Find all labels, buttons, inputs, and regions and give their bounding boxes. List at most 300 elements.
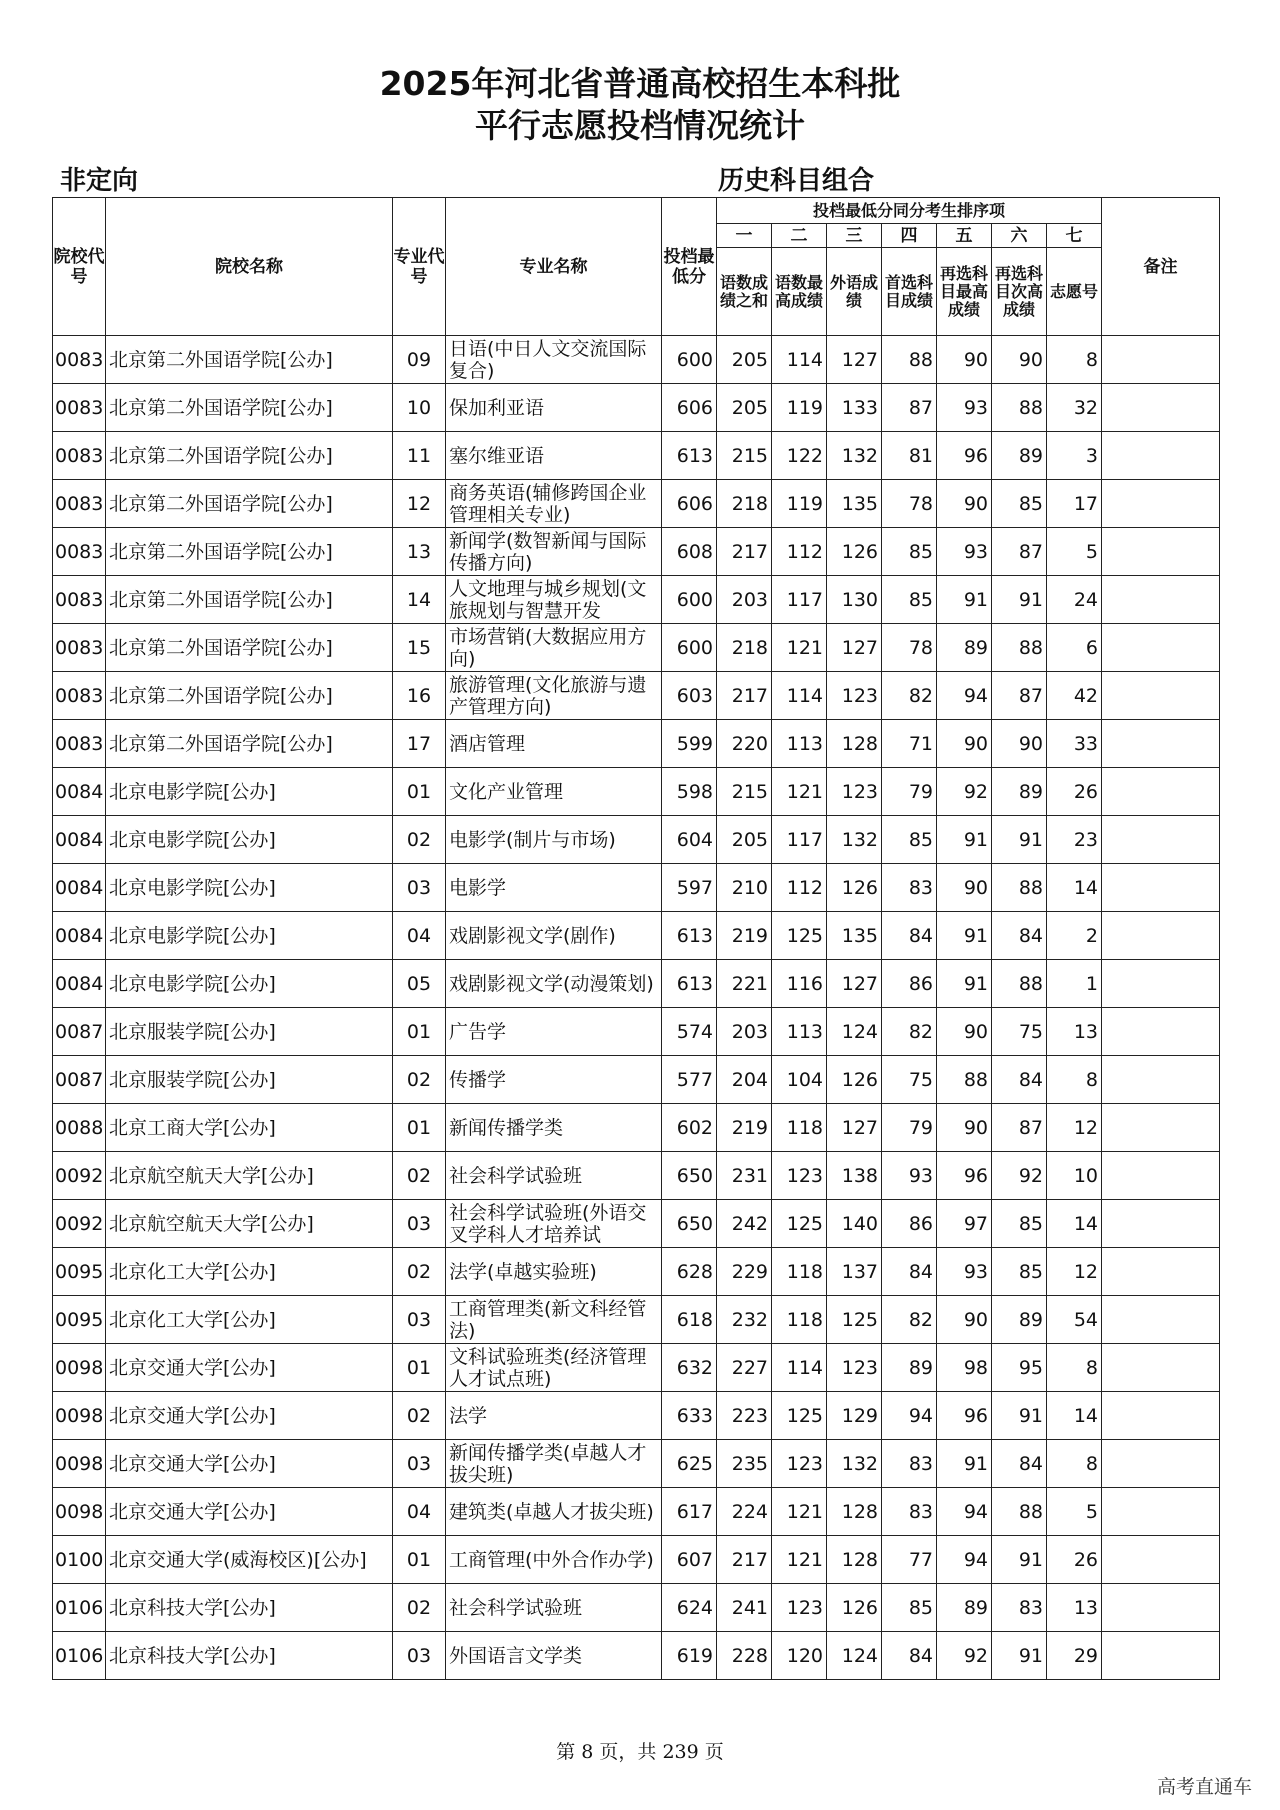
cell-rank-7: 12	[1047, 1104, 1102, 1152]
cell-rank-6: 88	[992, 864, 1047, 912]
cell-school-name: 北京化工大学[公办]	[106, 1248, 393, 1296]
header-school-code: 院校代号	[53, 198, 106, 336]
cell-rank-4: 79	[882, 1104, 937, 1152]
cell-rank-4: 85	[882, 576, 937, 624]
cell-school-code: 0083	[53, 384, 106, 432]
cell-major-code: 03	[393, 1200, 446, 1248]
cell-min-score: 617	[662, 1488, 717, 1536]
table-row	[53, 768, 1220, 816]
cell-rank-3: 132	[827, 432, 882, 480]
cell-school-name: 北京第二外国语学院[公办]	[106, 336, 393, 384]
cell-rank-2: 112	[772, 528, 827, 576]
cell-rank-5: 98	[937, 1344, 992, 1392]
cell-rank-6: 87	[992, 1104, 1047, 1152]
cell-rank-3: 126	[827, 1056, 882, 1104]
cell-school-name: 北京交通大学[公办]	[106, 1392, 393, 1440]
table-row	[53, 1008, 1220, 1056]
cell-major-code: 02	[393, 1392, 446, 1440]
cell-note	[1102, 336, 1220, 384]
cell-major-code: 02	[393, 1584, 446, 1632]
cell-rank-4: 86	[882, 1200, 937, 1248]
header-rank-item: 志愿号	[1047, 248, 1102, 336]
cell-rank-5: 91	[937, 576, 992, 624]
cell-rank-5: 92	[937, 1632, 992, 1680]
cell-min-score: 600	[662, 576, 717, 624]
cell-rank-3: 133	[827, 384, 882, 432]
table-row	[53, 336, 1220, 384]
cell-note	[1102, 480, 1220, 528]
cell-major-code: 02	[393, 1248, 446, 1296]
header-rank-item: 再选科目最高成绩	[937, 248, 992, 336]
cell-rank-3: 132	[827, 816, 882, 864]
cell-major-code: 10	[393, 384, 446, 432]
table-row	[53, 432, 1220, 480]
cell-school-name: 北京电影学院[公办]	[106, 864, 393, 912]
table-row	[53, 1488, 1220, 1536]
table-row	[53, 864, 1220, 912]
cell-min-score: 600	[662, 624, 717, 672]
cell-rank-1: 242	[717, 1200, 772, 1248]
cell-major-name: 塞尔维亚语	[446, 432, 662, 480]
cell-rank-5: 90	[937, 1104, 992, 1152]
cell-school-name: 北京交通大学(威海校区)[公办]	[106, 1536, 393, 1584]
cell-rank-6: 90	[992, 336, 1047, 384]
cell-rank-2: 122	[772, 432, 827, 480]
cell-major-name: 戏剧影视文学(剧作)	[446, 912, 662, 960]
cell-min-score: 613	[662, 960, 717, 1008]
cell-note	[1102, 624, 1220, 672]
cell-note	[1102, 1344, 1220, 1392]
cell-rank-3: 123	[827, 672, 882, 720]
cell-rank-5: 96	[937, 1152, 992, 1200]
cell-note	[1102, 1248, 1220, 1296]
cell-min-score: 625	[662, 1440, 717, 1488]
header-rank-item: 语数最高成绩	[772, 248, 827, 336]
cell-major-name: 传播学	[446, 1056, 662, 1104]
cell-major-name: 新闻传播学类(卓越人才拔尖班)	[446, 1440, 662, 1488]
cell-major-code: 03	[393, 1632, 446, 1680]
cell-min-score: 632	[662, 1344, 717, 1392]
header-rank-item: 首选科目成绩	[882, 248, 937, 336]
table-row	[53, 816, 1220, 864]
cell-school-code: 0092	[53, 1152, 106, 1200]
cell-rank-4: 89	[882, 1344, 937, 1392]
cell-rank-2: 118	[772, 1296, 827, 1344]
table-row	[53, 1152, 1220, 1200]
cell-rank-6: 91	[992, 816, 1047, 864]
cell-major-code: 01	[393, 1104, 446, 1152]
cell-major-code: 09	[393, 336, 446, 384]
cell-rank-1: 203	[717, 576, 772, 624]
title-line-1: 2025年河北省普通高校招生本科批	[379, 64, 901, 103]
cell-rank-7: 8	[1047, 336, 1102, 384]
cell-note	[1102, 432, 1220, 480]
cell-rank-7: 26	[1047, 768, 1102, 816]
table-row	[53, 1248, 1220, 1296]
cell-rank-5: 90	[937, 336, 992, 384]
cell-rank-1: 205	[717, 816, 772, 864]
table-row	[53, 1104, 1220, 1152]
cell-rank-2: 121	[772, 1536, 827, 1584]
cell-note	[1102, 1392, 1220, 1440]
cell-rank-4: 82	[882, 1296, 937, 1344]
cell-min-score: 597	[662, 864, 717, 912]
cell-min-score: 650	[662, 1200, 717, 1248]
table-row	[53, 1200, 1220, 1248]
cell-school-code: 0100	[53, 1536, 106, 1584]
cell-rank-5: 91	[937, 816, 992, 864]
cell-rank-2: 117	[772, 576, 827, 624]
cell-school-code: 0092	[53, 1200, 106, 1248]
cell-rank-1: 227	[717, 1344, 772, 1392]
cell-rank-6: 84	[992, 1056, 1047, 1104]
cell-rank-2: 118	[772, 1248, 827, 1296]
cell-rank-2: 121	[772, 768, 827, 816]
cell-school-code: 0083	[53, 480, 106, 528]
cell-rank-4: 94	[882, 1392, 937, 1440]
cell-rank-6: 91	[992, 576, 1047, 624]
cell-rank-1: 221	[717, 960, 772, 1008]
cell-major-code: 13	[393, 528, 446, 576]
cell-major-name: 外国语言文学类	[446, 1632, 662, 1680]
subject-combination-label: 历史科目组合	[718, 166, 875, 196]
cell-rank-7: 1	[1047, 960, 1102, 1008]
cell-major-name: 工商管理(中外合作办学)	[446, 1536, 662, 1584]
cell-rank-2: 123	[772, 1440, 827, 1488]
cell-rank-4: 88	[882, 336, 937, 384]
cell-rank-1: 204	[717, 1056, 772, 1104]
cell-rank-5: 90	[937, 480, 992, 528]
cell-major-code: 01	[393, 1344, 446, 1392]
cell-major-code: 02	[393, 1152, 446, 1200]
cell-rank-6: 95	[992, 1344, 1047, 1392]
cell-major-code: 04	[393, 1488, 446, 1536]
cell-min-score: 619	[662, 1632, 717, 1680]
table-row	[53, 1632, 1220, 1680]
cell-note	[1102, 768, 1220, 816]
table-row	[53, 1392, 1220, 1440]
cell-rank-7: 8	[1047, 1440, 1102, 1488]
cell-rank-5: 90	[937, 864, 992, 912]
cell-rank-5: 88	[937, 1056, 992, 1104]
cell-rank-3: 132	[827, 1440, 882, 1488]
cell-note	[1102, 1152, 1220, 1200]
cell-rank-5: 90	[937, 1008, 992, 1056]
cell-note	[1102, 384, 1220, 432]
cell-min-score: 574	[662, 1008, 717, 1056]
cell-rank-2: 119	[772, 384, 827, 432]
cell-rank-4: 78	[882, 624, 937, 672]
cell-rank-3: 138	[827, 1152, 882, 1200]
category-label: 非定向	[60, 166, 139, 196]
cell-min-score: 600	[662, 336, 717, 384]
table-row	[53, 384, 1220, 432]
cell-rank-7: 42	[1047, 672, 1102, 720]
cell-school-code: 0083	[53, 576, 106, 624]
cell-school-code: 0106	[53, 1584, 106, 1632]
cell-major-name: 新闻传播学类	[446, 1104, 662, 1152]
cell-min-score: 603	[662, 672, 717, 720]
cell-school-code: 0084	[53, 864, 106, 912]
cell-rank-1: 241	[717, 1584, 772, 1632]
cell-major-code: 17	[393, 720, 446, 768]
cell-school-code: 0098	[53, 1488, 106, 1536]
cell-rank-3: 135	[827, 480, 882, 528]
cell-rank-1: 218	[717, 624, 772, 672]
cell-rank-4: 85	[882, 816, 937, 864]
cell-rank-2: 123	[772, 1152, 827, 1200]
cell-rank-6: 88	[992, 624, 1047, 672]
cell-major-code: 11	[393, 432, 446, 480]
header-major-code: 专业代号	[393, 198, 446, 336]
header-rank-item: 再选科目次高成绩	[992, 248, 1047, 336]
cell-rank-1: 231	[717, 1152, 772, 1200]
table-row	[53, 672, 1220, 720]
table-row	[53, 576, 1220, 624]
cell-rank-7: 32	[1047, 384, 1102, 432]
cell-rank-7: 3	[1047, 432, 1102, 480]
cell-rank-5: 96	[937, 1392, 992, 1440]
cell-rank-3: 128	[827, 720, 882, 768]
cell-major-name: 文化产业管理	[446, 768, 662, 816]
cell-rank-6: 87	[992, 672, 1047, 720]
cell-rank-5: 91	[937, 912, 992, 960]
cell-major-code: 12	[393, 480, 446, 528]
cell-rank-3: 130	[827, 576, 882, 624]
cell-rank-1: 217	[717, 528, 772, 576]
cell-school-code: 0098	[53, 1440, 106, 1488]
cell-rank-3: 128	[827, 1536, 882, 1584]
cell-rank-6: 91	[992, 1632, 1047, 1680]
table-row	[53, 480, 1220, 528]
cell-rank-7: 24	[1047, 576, 1102, 624]
cell-school-code: 0106	[53, 1632, 106, 1680]
header-rank-number: 一	[717, 224, 772, 248]
table-row	[53, 1344, 1220, 1392]
cell-rank-4: 75	[882, 1056, 937, 1104]
cell-rank-3: 124	[827, 1008, 882, 1056]
cell-school-name: 北京电影学院[公办]	[106, 960, 393, 1008]
watermark: 高考直通车	[1156, 1776, 1252, 1798]
cell-major-name: 工商管理类(新文科经管法)	[446, 1296, 662, 1344]
cell-min-score: 633	[662, 1392, 717, 1440]
cell-min-score: 608	[662, 528, 717, 576]
cell-rank-1: 220	[717, 720, 772, 768]
cell-rank-3: 125	[827, 1296, 882, 1344]
cell-rank-3: 127	[827, 1104, 882, 1152]
cell-note	[1102, 1104, 1220, 1152]
cell-major-name: 新闻学(数智新闻与国际传播方向)	[446, 528, 662, 576]
cell-rank-5: 93	[937, 384, 992, 432]
cell-note	[1102, 864, 1220, 912]
cell-school-code: 0098	[53, 1392, 106, 1440]
cell-major-code: 01	[393, 1536, 446, 1584]
cell-rank-3: 137	[827, 1248, 882, 1296]
cell-school-name: 北京第二外国语学院[公办]	[106, 528, 393, 576]
cell-rank-6: 84	[992, 1440, 1047, 1488]
cell-min-score: 618	[662, 1296, 717, 1344]
header-rank-number: 六	[992, 224, 1047, 248]
cell-rank-6: 91	[992, 1392, 1047, 1440]
cell-school-name: 北京电影学院[公办]	[106, 912, 393, 960]
cell-rank-7: 13	[1047, 1584, 1102, 1632]
cell-rank-1: 229	[717, 1248, 772, 1296]
cell-school-name: 北京电影学院[公办]	[106, 768, 393, 816]
header-note: 备注	[1102, 198, 1220, 336]
cell-major-name: 保加利亚语	[446, 384, 662, 432]
cell-rank-4: 84	[882, 1248, 937, 1296]
cell-school-name: 北京化工大学[公办]	[106, 1296, 393, 1344]
cell-rank-1: 210	[717, 864, 772, 912]
cell-rank-6: 91	[992, 1536, 1047, 1584]
cell-major-name: 市场营销(大数据应用方向)	[446, 624, 662, 672]
cell-major-name: 社会科学试验班	[446, 1584, 662, 1632]
cell-rank-3: 126	[827, 1584, 882, 1632]
cell-rank-4: 85	[882, 528, 937, 576]
cell-rank-6: 88	[992, 384, 1047, 432]
cell-min-score: 613	[662, 432, 717, 480]
cell-school-name: 北京服装学院[公办]	[106, 1056, 393, 1104]
cell-major-code: 03	[393, 1440, 446, 1488]
header-rank-number: 四	[882, 224, 937, 248]
cell-min-score: 606	[662, 480, 717, 528]
cell-school-name: 北京服装学院[公办]	[106, 1008, 393, 1056]
cell-rank-7: 2	[1047, 912, 1102, 960]
cell-rank-6: 85	[992, 1200, 1047, 1248]
cell-rank-1: 228	[717, 1632, 772, 1680]
cell-rank-7: 14	[1047, 864, 1102, 912]
cell-school-code: 0083	[53, 432, 106, 480]
title-line-2: 平行志愿投档情况统计	[475, 106, 805, 145]
cell-rank-7: 23	[1047, 816, 1102, 864]
cell-rank-5: 94	[937, 672, 992, 720]
cell-school-code: 0095	[53, 1248, 106, 1296]
page-number: 第 8 页，共 239 页	[556, 1741, 724, 1763]
cell-rank-4: 78	[882, 480, 937, 528]
cell-rank-6: 85	[992, 1248, 1047, 1296]
header-rank-number: 七	[1047, 224, 1102, 248]
cell-school-name: 北京第二外国语学院[公办]	[106, 720, 393, 768]
cell-major-name: 电影学	[446, 864, 662, 912]
cell-note	[1102, 1632, 1220, 1680]
cell-rank-1: 205	[717, 384, 772, 432]
cell-rank-2: 117	[772, 816, 827, 864]
cell-major-name: 人文地理与城乡规划(文旅规划与智慧开发	[446, 576, 662, 624]
cell-rank-4: 86	[882, 960, 937, 1008]
cell-rank-5: 92	[937, 768, 992, 816]
cell-note	[1102, 912, 1220, 960]
cell-school-code: 0088	[53, 1104, 106, 1152]
cell-rank-6: 85	[992, 480, 1047, 528]
cell-rank-4: 83	[882, 1488, 937, 1536]
cell-school-name: 北京第二外国语学院[公办]	[106, 576, 393, 624]
cell-school-name: 北京航空航天大学[公办]	[106, 1200, 393, 1248]
cell-major-name: 社会科学试验班(外语交叉学科人才培养试	[446, 1200, 662, 1248]
cell-rank-4: 85	[882, 1584, 937, 1632]
cell-major-code: 04	[393, 912, 446, 960]
cell-major-name: 社会科学试验班	[446, 1152, 662, 1200]
cell-major-name: 戏剧影视文学(动漫策划)	[446, 960, 662, 1008]
table-row	[53, 912, 1220, 960]
cell-rank-5: 90	[937, 720, 992, 768]
cell-note	[1102, 1488, 1220, 1536]
cell-major-name: 电影学(制片与市场)	[446, 816, 662, 864]
cell-min-score: 607	[662, 1536, 717, 1584]
cell-rank-3: 126	[827, 528, 882, 576]
cell-rank-2: 118	[772, 1104, 827, 1152]
header-school-name: 院校名称	[106, 198, 393, 336]
cell-rank-1: 223	[717, 1392, 772, 1440]
cell-note	[1102, 720, 1220, 768]
cell-rank-5: 94	[937, 1536, 992, 1584]
table-row	[53, 1056, 1220, 1104]
cell-rank-4: 83	[882, 1440, 937, 1488]
cell-major-name: 法学	[446, 1392, 662, 1440]
cell-rank-7: 5	[1047, 528, 1102, 576]
cell-rank-6: 87	[992, 528, 1047, 576]
cell-rank-5: 94	[937, 1488, 992, 1536]
cell-note	[1102, 1056, 1220, 1104]
cell-rank-7: 54	[1047, 1296, 1102, 1344]
header-rank-number: 五	[937, 224, 992, 248]
cell-rank-2: 116	[772, 960, 827, 1008]
table-row	[53, 1440, 1220, 1488]
cell-school-name: 北京第二外国语学院[公办]	[106, 384, 393, 432]
cell-note	[1102, 1200, 1220, 1248]
cell-rank-5: 96	[937, 432, 992, 480]
header-major-name: 专业名称	[446, 198, 662, 336]
cell-rank-3: 129	[827, 1392, 882, 1440]
cell-school-name: 北京交通大学[公办]	[106, 1488, 393, 1536]
cell-school-code: 0084	[53, 816, 106, 864]
cell-note	[1102, 960, 1220, 1008]
cell-rank-7: 14	[1047, 1200, 1102, 1248]
cell-rank-1: 205	[717, 336, 772, 384]
cell-rank-6: 75	[992, 1008, 1047, 1056]
cell-rank-7: 5	[1047, 1488, 1102, 1536]
cell-major-name: 广告学	[446, 1008, 662, 1056]
cell-rank-4: 84	[882, 912, 937, 960]
cell-note	[1102, 1584, 1220, 1632]
cell-rank-5: 97	[937, 1200, 992, 1248]
cell-school-name: 北京交通大学[公办]	[106, 1440, 393, 1488]
cell-rank-2: 104	[772, 1056, 827, 1104]
cell-rank-4: 79	[882, 768, 937, 816]
cell-min-score: 577	[662, 1056, 717, 1104]
cell-rank-2: 114	[772, 1344, 827, 1392]
cell-min-score: 606	[662, 384, 717, 432]
cell-school-code: 0083	[53, 528, 106, 576]
cell-rank-2: 112	[772, 864, 827, 912]
cell-rank-5: 91	[937, 1440, 992, 1488]
cell-rank-2: 113	[772, 1008, 827, 1056]
cell-rank-1: 203	[717, 1008, 772, 1056]
cell-rank-6: 84	[992, 912, 1047, 960]
cell-note	[1102, 528, 1220, 576]
cell-note	[1102, 576, 1220, 624]
cell-rank-3: 124	[827, 1632, 882, 1680]
header-rank-item: 语数成绩之和	[717, 248, 772, 336]
cell-school-name: 北京第二外国语学院[公办]	[106, 672, 393, 720]
cell-rank-2: 121	[772, 1488, 827, 1536]
cell-school-name: 北京航空航天大学[公办]	[106, 1152, 393, 1200]
cell-school-code: 0084	[53, 912, 106, 960]
cell-rank-1: 232	[717, 1296, 772, 1344]
cell-rank-2: 125	[772, 1200, 827, 1248]
cell-rank-1: 219	[717, 1104, 772, 1152]
cell-min-score: 650	[662, 1152, 717, 1200]
cell-min-score: 604	[662, 816, 717, 864]
